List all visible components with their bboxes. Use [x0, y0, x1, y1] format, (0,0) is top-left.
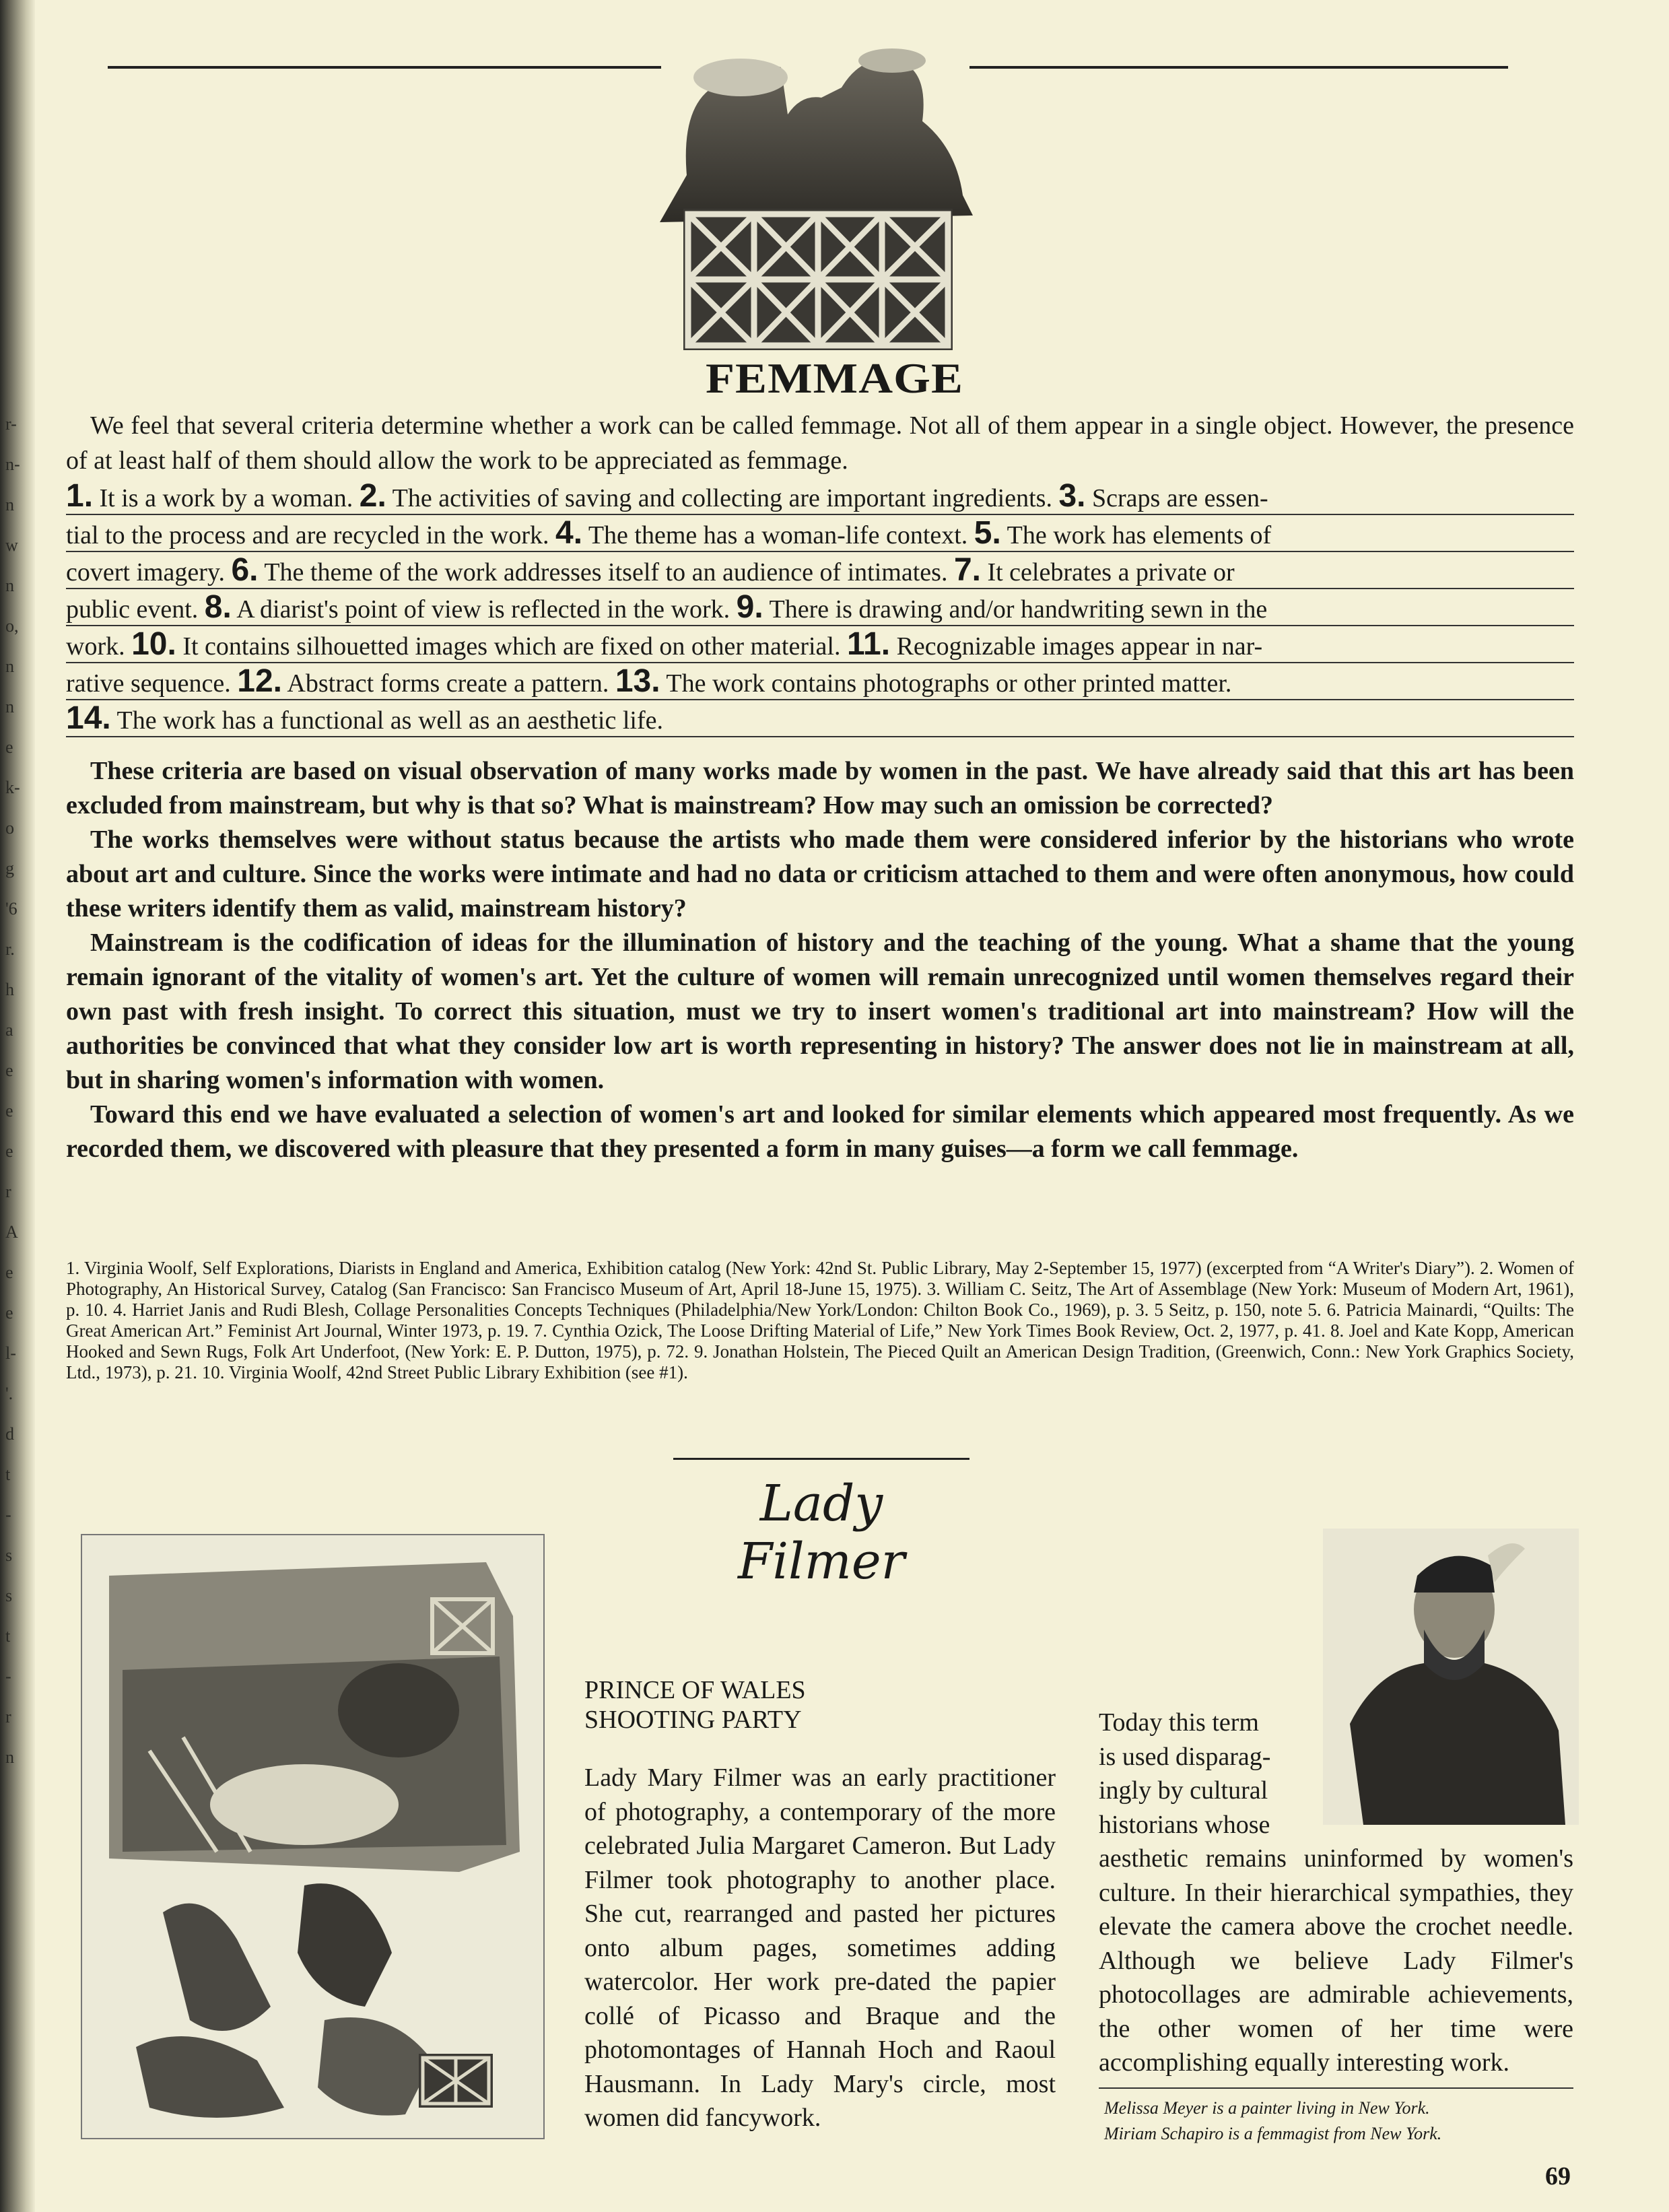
criterion-text: It contains silhouetted images which are fixed on other material.: [176, 632, 847, 661]
criteria-line: [66, 515, 1574, 552]
criteria-line: [66, 663, 1574, 700]
portrait-photograph: [1323, 1529, 1579, 1825]
criterion-text: The activities of saving and collecting are important ingredients.: [386, 484, 1059, 512]
criterion-number: 12.: [237, 663, 282, 699]
gutter-letter: e: [5, 1263, 13, 1282]
gutter-letter: a: [5, 1020, 13, 1040]
gutter-letter: r-: [5, 414, 17, 434]
criteria-line: [66, 552, 1574, 589]
section-signature-title: Lady Filmer: [737, 1475, 905, 1590]
gutter-letter: n: [5, 495, 14, 514]
column-2-line: historians whose: [1099, 1810, 1270, 1839]
gutter-letter: l-: [5, 1343, 16, 1363]
criteria-line: [66, 626, 1574, 663]
criterion-number: 6.: [231, 552, 259, 588]
photo-subtitle-line: PRINCE OF WALES: [584, 1676, 806, 1704]
gutter-letter: s: [5, 1586, 13, 1605]
criterion-number: 5.: [974, 515, 1001, 551]
criterion-number: 13.: [615, 663, 660, 699]
criterion-number: 7.: [953, 552, 981, 588]
gutter-letter: -: [5, 1667, 11, 1686]
criterion-number: 8.: [204, 589, 232, 625]
gutter-letter: n: [5, 657, 14, 676]
gutter-letter: h: [5, 980, 14, 999]
header-rule-right: [969, 66, 1508, 69]
criterion-number: 10.: [131, 626, 176, 662]
criterion-text: It celebrates a private or: [980, 558, 1235, 586]
criterion-number: 4.: [555, 515, 583, 551]
criterion-text: work.: [66, 632, 132, 661]
criteria-line: [66, 589, 1574, 626]
credit-line: Miriam Schapiro is a femmagist from New York.: [1104, 2124, 1442, 2143]
article-column-1: Lady Mary Filmer was an early practitioner of photography, a contemporary of the more celebrated Julia Margaret Cameron. But Lady Filmer took photography to another place. She cut, rearranged and pasted her pictures onto album pages, sometimes adding watercolor. Her work pre-dated the papier collé of Picasso and Braque and the photomontages of Hannah Hoch and Raoul Hausmann. In Lady Mary's circle, most women did fancywork.: [584, 1764, 1056, 2132]
gutter-letter: e: [5, 1101, 13, 1120]
criterion-text: The theme has a woman-life context.: [582, 521, 974, 549]
criterion-text: The theme of the work addresses itself to an audience of intimates.: [258, 558, 954, 586]
credits-rule: [1099, 2087, 1573, 2089]
criterion-number: 2.: [359, 478, 386, 514]
criterion-text: public event.: [66, 595, 205, 624]
photo-subtitle: [584, 1675, 934, 1735]
criterion-text: There is drawing and/or handwriting sewn in the: [763, 595, 1268, 624]
criterion-number: 3.: [1058, 478, 1086, 514]
body-paragraph: Mainstream is the codification of ideas for the illumination of history and the teaching of the young. What a shame that the young remain ignorant of the vitality of women's art. Yet the culture of women will remain unrecognized until women themselves regard their own past with fresh insight. To correct this situation, must we try to insert women's traditional art into mainstream? How will the authorities be convinced that what they consider low art is worth representing in history? The answer does not lie in mainstream at all, but in sharing women's information with women.: [66, 929, 1574, 1094]
gutter-letter: r: [5, 1182, 11, 1201]
column-2-line: ingly by cultural: [1099, 1776, 1268, 1805]
criterion-text: rative sequence.: [66, 669, 238, 698]
intro-paragraph: [66, 408, 1574, 478]
gutter-letter: e: [5, 1303, 13, 1322]
criterion-text: The work has elements of: [1000, 521, 1272, 549]
gutter-letter: '.: [5, 1384, 13, 1403]
gutter-letter: r.: [5, 939, 15, 959]
gutter-letter: n: [5, 576, 14, 595]
criterion-text: Scraps are essen-: [1085, 484, 1268, 512]
gutter-letter: w: [5, 535, 18, 555]
criterion-text: A diarist's point of view is reflected in the work.: [231, 595, 737, 624]
shooting-party-photocollage: [81, 1534, 545, 2139]
criterion-text: It is a work by a woman.: [93, 484, 360, 512]
gutter-letter: e: [5, 737, 13, 757]
criterion-text: tial to the process and are recycled in the work.: [66, 521, 555, 549]
gutter-letter: o,: [5, 616, 19, 636]
article-column-2-top: [1099, 1706, 1314, 1842]
gutter-letter: '6: [5, 899, 18, 918]
photo-subtitle-line: SHOOTING PARTY: [584, 1706, 802, 1734]
article-title: FEMMAGE: [705, 354, 964, 402]
header-photo-collage: [640, 40, 990, 357]
gutter-letter: k-: [5, 778, 20, 797]
criterion-number: 11.: [846, 626, 891, 662]
gutter-letter: d: [5, 1424, 14, 1444]
criterion-number: 9.: [736, 589, 763, 625]
column-2-line: Today this term: [1099, 1708, 1259, 1737]
gutter-letter: t: [5, 1465, 11, 1484]
gutter-letter: t: [5, 1626, 11, 1646]
footnotes: 1. Virginia Woolf, Self Explorations, Diarists in England and America, Exhibition catalog (New York: 42nd St. Public Library, May 2-September 15, 1977) (excerpted from “A Writer's Diary”). 2. Women of Photography, An Historical Survey, Catalog (San Francisco: San Francisco Museum of Art, April 18-June 15, 1975). 3. William C. Seitz, The Art of Assemblage (New York: Museum of Modern Art, 1961), p. 10. 4. Harriet Janis and Rudi Blesh, Collage Personalities Concepts Techniques (Philadelphia/New York/London: Chilton Book Co., 1969), p. 3. 5 Seitz, p. 150, note 5. 6. Patricia Mainardi, “Quilts: The Great American Art.” Feminist Art Journal, Winter 1973, p. 19. 7. Cynthia Ozick, The Loose Drifting Material of Life,” New York Times Book Review, Oct. 2, 1977, p. 41. 8. Joel and Kate Kopp, American Hooked and Sewn Rugs, Folk Art Underfoot, (New York: E. P. Dutton, 1975), p. 72. 9. Jonathan Holstein, The Pieced Quilt an American Design Tradition, (Greenwich, Conn.: New York Graphics Society, Ltd., 1973), p. 21. 10. Virginia Woolf, 42nd Street Public Library Exhibition (see #1).: [66, 1258, 1574, 1382]
intro-text: We feel that several criteria determine whether a work can be called femmage. Not all of them appear in a single object. However, the presence of at least half of them should allow the work to be appreciated as femmage.: [66, 411, 1574, 475]
gutter-letter: A: [5, 1222, 18, 1242]
gutter-letter: n-: [5, 455, 20, 474]
author-credits: [1104, 2096, 1575, 2147]
criterion-number: 14.: [66, 700, 111, 736]
gutter-letter: g: [5, 859, 14, 878]
gutter-letter: o: [5, 818, 14, 838]
gutter-letter: s: [5, 1545, 13, 1565]
gutter-text: [5, 404, 20, 1778]
criterion-text: Recognizable images appear in nar-: [890, 632, 1263, 661]
criteria-list: [66, 478, 1574, 737]
body-paragraph: These criteria are based on visual observation of many works made by women in the past. We have already said that this art has been excluded from mainstream, but why is that so? What is mainstream? How may such an omission be corrected?: [66, 757, 1574, 819]
criterion-text: Abstract forms create a pattern.: [282, 669, 615, 698]
criterion-text: The work has a functional as well as an aesthetic life.: [110, 706, 663, 735]
gutter-letter: e: [5, 1141, 13, 1161]
criterion-text: The work contains photographs or other printed matter.: [660, 669, 1232, 698]
criteria-line: [66, 700, 1574, 737]
credit-line: Melissa Meyer is a painter living in New York.: [1104, 2098, 1430, 2118]
criteria-line: [66, 478, 1574, 515]
gutter-letter: e: [5, 1061, 13, 1080]
gutter-letter: -: [5, 1505, 11, 1524]
criterion-number: 1.: [66, 478, 94, 514]
body-text: [66, 754, 1574, 1166]
section-divider: [673, 1458, 969, 1460]
gutter-letter: n: [5, 1747, 14, 1767]
gutter-letter: n: [5, 697, 14, 716]
body-paragraph: Toward this end we have evaluated a selection of women's art and looked for similar elements which appeared most frequently. As we recorded them, we discovered with pleasure that they presented a form in many guises—a form we call femmage.: [66, 1100, 1574, 1163]
body-paragraph: The works themselves were without status because the artists who made them were considered inferior by the historians who wrote about art and culture. Since the works were intimate and had no data or criticism attached to them and were often anonymous, how could these writers identify them as valid, mainstream history?: [66, 826, 1574, 923]
gutter-letter: r: [5, 1707, 11, 1727]
column-2-line: is used disparag-: [1099, 1742, 1271, 1771]
article-column-2: aesthetic remains uninformed by women's culture. In their hierarchical sympathies, they elevate the camera above the crochet needle. Although we believe Lady Filmer's photocollages are admirable achievements, the other women of her time were accomplishing equally interesting work.: [1099, 1844, 1573, 2077]
criterion-text: covert imagery.: [66, 558, 232, 586]
page-number: 69: [1545, 2162, 1571, 2190]
header-rule-left: [108, 66, 661, 69]
